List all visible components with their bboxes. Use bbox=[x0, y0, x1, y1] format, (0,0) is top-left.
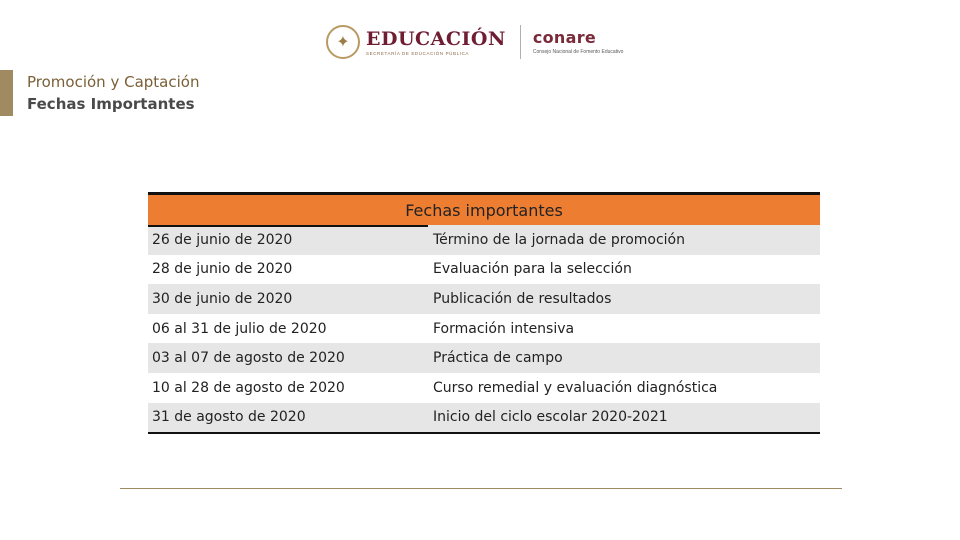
date-cell: 03 al 07 de agosto de 2020 bbox=[152, 350, 345, 367]
footer-divider bbox=[120, 488, 842, 489]
national-seal-icon: ✦ bbox=[326, 25, 360, 59]
sep-logo-subtext: SECRETARÍA DE EDUCACIÓN PÚBLICA bbox=[366, 50, 470, 56]
table-row bbox=[148, 373, 820, 403]
table-row bbox=[148, 314, 820, 344]
table-row bbox=[148, 403, 820, 433]
sep-logo-text: EDUCACIÓN bbox=[366, 27, 506, 50]
date-cell: 26 de junio de 2020 bbox=[152, 231, 293, 248]
table-row bbox=[148, 284, 820, 314]
event-cell: Curso remedial y evaluación diagnóstica bbox=[433, 379, 718, 396]
section-subtitle: Fechas Importantes bbox=[27, 95, 195, 113]
table-body bbox=[148, 225, 820, 434]
dates-table bbox=[148, 192, 820, 434]
section-heading bbox=[27, 71, 199, 115]
event-cell: Término de la jornada de promoción bbox=[433, 231, 685, 248]
event-cell: Formación intensiva bbox=[433, 320, 575, 337]
date-cell: 28 de junio de 2020 bbox=[152, 261, 293, 278]
table-row bbox=[148, 255, 820, 285]
event-cell: Publicación de resultados bbox=[433, 290, 612, 307]
header-logos bbox=[326, 22, 623, 62]
event-cell: Inicio del ciclo escolar 2020-2021 bbox=[433, 409, 668, 426]
conafe-logo bbox=[533, 29, 624, 55]
conafe-logo-text: conare bbox=[532, 28, 597, 47]
table-row bbox=[148, 343, 820, 373]
sep-logo bbox=[366, 29, 506, 56]
date-cell: 31 de agosto de 2020 bbox=[152, 409, 306, 426]
section-accent-bar bbox=[0, 70, 13, 116]
section-title: Promoción y Captación bbox=[27, 73, 200, 91]
logo-divider bbox=[520, 25, 521, 59]
table-header-label: Fechas importantes bbox=[405, 200, 563, 220]
date-cell: 10 al 28 de agosto de 2020 bbox=[152, 379, 345, 396]
date-cell: 06 al 31 de julio de 2020 bbox=[152, 320, 327, 337]
event-cell: Evaluación para la selección bbox=[433, 261, 632, 278]
event-cell: Práctica de campo bbox=[433, 350, 563, 367]
table-row bbox=[148, 225, 820, 255]
conafe-logo-subtext: Consejo Nacional de Fomento Educativo bbox=[532, 49, 624, 55]
table-header bbox=[148, 192, 820, 225]
date-cell: 30 de junio de 2020 bbox=[152, 290, 293, 307]
